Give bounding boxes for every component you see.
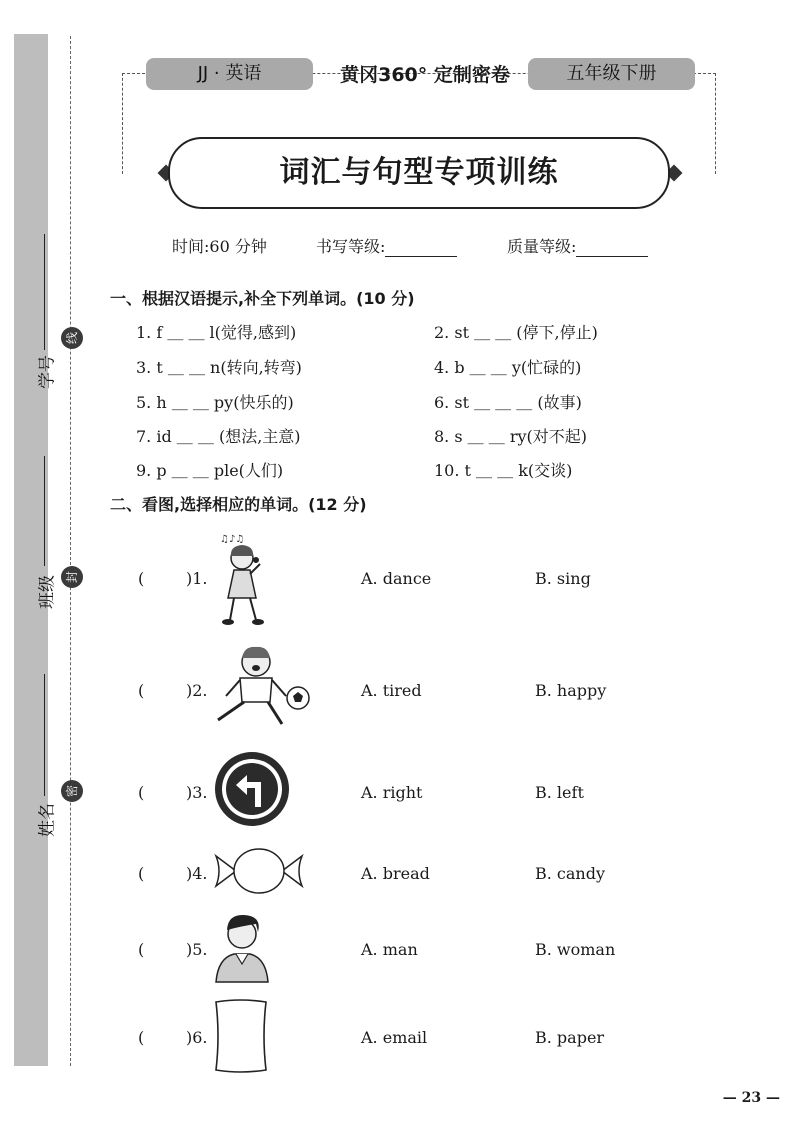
girl-singing-icon bbox=[212, 528, 278, 628]
option-a[interactable]: A. tired bbox=[361, 681, 422, 700]
writing-grade-label: 书写等级: bbox=[316, 237, 386, 256]
quality-grade bbox=[507, 234, 648, 257]
question-number: )2. bbox=[186, 681, 208, 700]
option-a[interactable]: A. right bbox=[361, 783, 423, 802]
option-b[interactable]: B. left bbox=[535, 783, 584, 802]
question-number: )1. bbox=[186, 569, 208, 588]
option-a[interactable]: A. bread bbox=[361, 864, 430, 883]
seal-secret-mark: 密 bbox=[61, 780, 83, 802]
student-id-label: 学号 bbox=[37, 355, 58, 389]
class-label: 班级 bbox=[37, 575, 58, 609]
page-number: — 23 — bbox=[722, 1090, 780, 1106]
fill-item[interactable]: 10. t ＿ ＿ k(交谈) bbox=[434, 461, 573, 480]
cut-line bbox=[70, 36, 71, 1066]
candy-icon bbox=[212, 844, 306, 898]
writing-grade bbox=[316, 234, 457, 257]
fill-item[interactable]: 7. id ＿ ＿ (想法,主意) bbox=[136, 427, 301, 446]
quality-grade-blank[interactable] bbox=[576, 238, 648, 257]
answer-paren-open[interactable]: ( bbox=[138, 940, 145, 959]
question-number: )3. bbox=[186, 783, 208, 802]
man-portrait-icon bbox=[210, 910, 270, 984]
option-b[interactable]: B. sing bbox=[535, 569, 591, 588]
page-title: 词汇与句型专项训练 bbox=[279, 155, 559, 190]
question-number: )4. bbox=[186, 864, 208, 883]
time-limit: 时间:60 分钟 bbox=[172, 237, 267, 256]
option-b[interactable]: B. paper bbox=[535, 1028, 605, 1047]
question-number: )6. bbox=[186, 1028, 208, 1047]
quality-grade-label: 质量等级: bbox=[507, 237, 577, 256]
fill-item[interactable]: 2. st ＿ ＿ (停下,停止) bbox=[434, 323, 598, 342]
answer-paren-open[interactable]: ( bbox=[138, 864, 145, 883]
binding-margin bbox=[14, 34, 58, 1066]
series-name: 黄冈360° 定制密卷 bbox=[340, 64, 510, 86]
answer-paren-open[interactable]: ( bbox=[138, 681, 145, 700]
left-turn-sign-icon bbox=[214, 751, 290, 827]
answer-paren-open[interactable]: ( bbox=[138, 783, 145, 802]
seal-line-mark: 线 bbox=[61, 327, 83, 349]
title-banner bbox=[168, 137, 670, 209]
fill-item[interactable]: 3. t ＿ ＿ n(转向,转弯) bbox=[136, 358, 302, 377]
question-number: )5. bbox=[186, 940, 208, 959]
paper-sheet-icon bbox=[210, 998, 272, 1074]
answer-paren-open[interactable]: ( bbox=[138, 569, 145, 588]
tired-boy-football-icon bbox=[210, 640, 314, 732]
answer-paren-open[interactable]: ( bbox=[138, 1028, 145, 1047]
fill-item[interactable]: 1. f ＿ ＿ l(觉得,感到) bbox=[136, 323, 297, 342]
subject-badge: JJ · 英语 bbox=[146, 58, 313, 90]
name-label: 姓名 bbox=[37, 803, 58, 837]
class-line bbox=[44, 456, 45, 566]
fill-item[interactable]: 9. p ＿ ＿ ple(人们) bbox=[136, 461, 284, 480]
section2-heading: 二、看图,选择相应的单词。(12 分) bbox=[110, 495, 367, 514]
option-a[interactable]: A. email bbox=[361, 1028, 428, 1047]
name-line bbox=[44, 674, 45, 796]
fill-item[interactable]: 5. h ＿ ＿ py(快乐的) bbox=[136, 393, 294, 412]
option-b[interactable]: B. happy bbox=[535, 681, 607, 700]
grade-badge: 五年级下册 bbox=[528, 58, 695, 90]
option-b[interactable]: B. woman bbox=[535, 940, 616, 959]
fill-item[interactable]: 8. s ＿ ＿ ry(对不起) bbox=[434, 427, 587, 446]
fill-item[interactable]: 6. st ＿ ＿ ＿ (故事) bbox=[434, 393, 582, 412]
writing-grade-blank[interactable] bbox=[385, 238, 457, 257]
seal-seal-mark: 封 bbox=[61, 566, 83, 588]
option-a[interactable]: A. man bbox=[361, 940, 418, 959]
option-b[interactable]: B. candy bbox=[535, 864, 606, 883]
svg-text:♫♪♫: ♫♪♫ bbox=[220, 534, 245, 545]
section1-heading: 一、根据汉语提示,补全下列单词。(10 分) bbox=[110, 289, 415, 308]
option-a[interactable]: A. dance bbox=[361, 569, 432, 588]
fill-item[interactable]: 4. b ＿ ＿ y(忙碌的) bbox=[434, 358, 582, 377]
student-id-line bbox=[44, 234, 45, 350]
